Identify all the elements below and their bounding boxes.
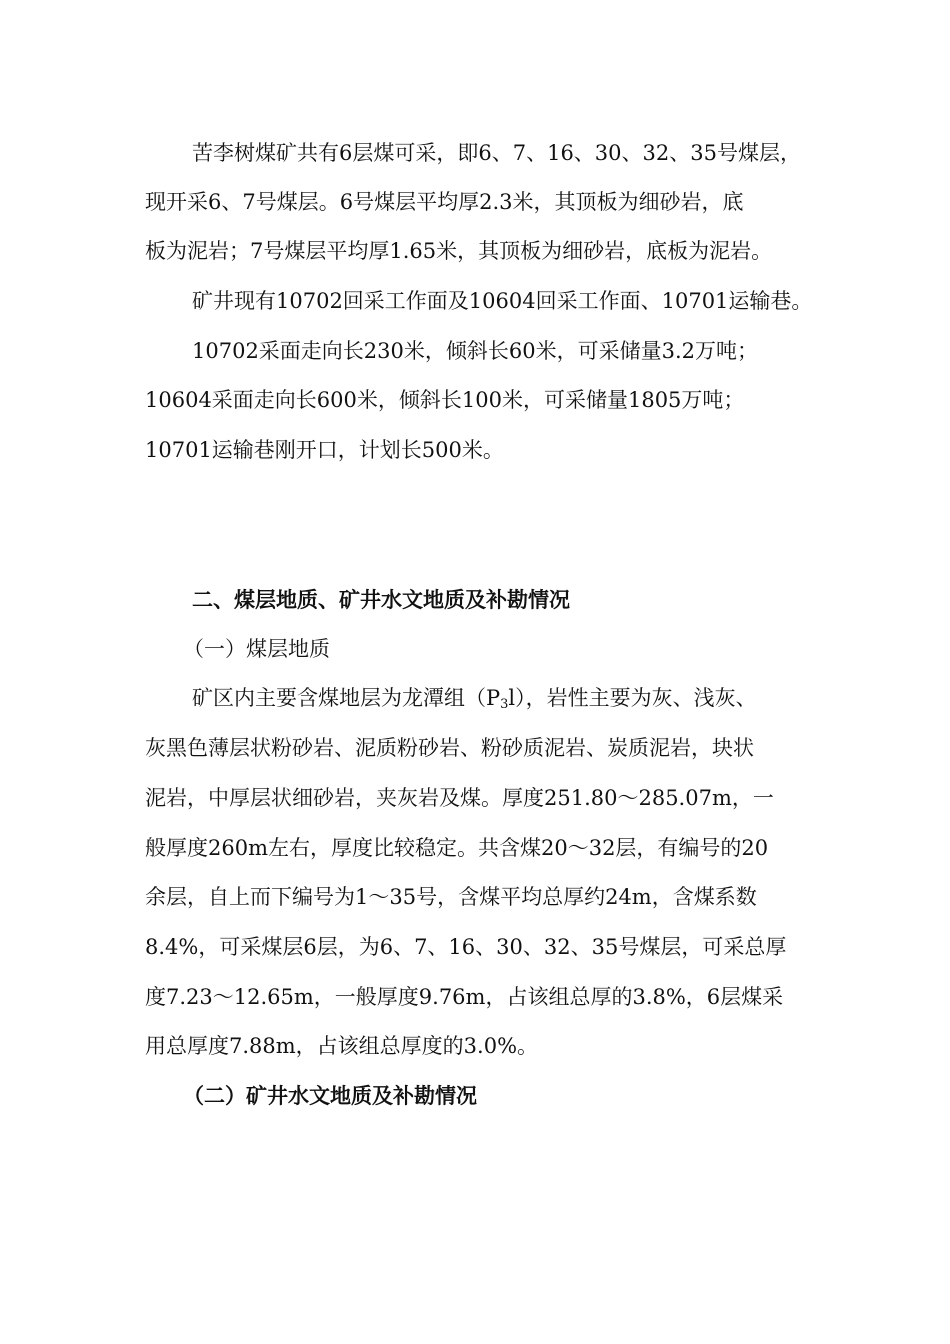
- geo-line-7: 度7.23～12.65m，一般厚度9.76m，占该组总厚的3.8%，6层煤采: [145, 985, 784, 1009]
- intro-line-2: 现开采6、7号煤层。6号煤层平均厚2.3米，其顶板为细砂岩，底: [145, 190, 744, 214]
- intro-line-7: 10701运输巷刚开口，计划长500米。: [145, 438, 504, 462]
- geo-line-1-suffix: l），岩性主要为灰、浅灰、: [508, 686, 757, 710]
- geo-line-1-prefix: 矿区内主要含煤地层为龙潭组（P: [192, 686, 501, 710]
- intro-line-1: 苦李树煤矿共有6层煤可采，即6、7、16、30、32、35号煤层，: [192, 141, 801, 165]
- intro-line-4: 矿井现有10702回采工作面及10604回采工作面、10701运输巷。: [192, 289, 813, 313]
- geo-line-8: 用总厚度7.88m，占该组总厚度的3.0%。: [145, 1034, 539, 1058]
- intro-line-6: 10604采面走向长600米，倾斜长100米，可采储量1805万吨；: [145, 388, 745, 412]
- geo-line-3: 泥岩，中厚层状细砂岩，夹灰岩及煤。厚度251.80～285.07m，一: [145, 786, 774, 810]
- subsection-heading-2: （二）矿井水文地质及补勘情况: [183, 1083, 477, 1108]
- geo-line-1: [192, 683, 757, 713]
- geo-line-2: 灰黑色薄层状粉砂岩、泥质粉砂岩、粉砂质泥岩、炭质泥岩，块状: [145, 736, 754, 760]
- geo-line-1-subscript: 3: [500, 697, 509, 712]
- geo-line-6: 8.4%，可采煤层6层，为6、7、16、30、32、35号煤层，可采总厚: [145, 935, 787, 959]
- intro-line-5: 10702采面走向长230米，倾斜长60米，可采储量3.2万吨；: [192, 339, 759, 363]
- subsection-heading-1: （一）煤层地质: [183, 637, 330, 661]
- geo-line-4: 般厚度260m左右，厚度比较稳定。共含煤20～32层，有编号的20: [145, 836, 769, 860]
- geo-line-5: 余层，自上而下编号为1～35号，含煤平均总厚约24m，含煤系数: [145, 885, 757, 909]
- intro-line-3: 板为泥岩；7号煤层平均厚1.65米，其顶板为细砂岩，底板为泥岩。: [145, 239, 773, 263]
- section-heading: 二、煤层地质、矿井水文地质及补勘情况: [192, 587, 570, 612]
